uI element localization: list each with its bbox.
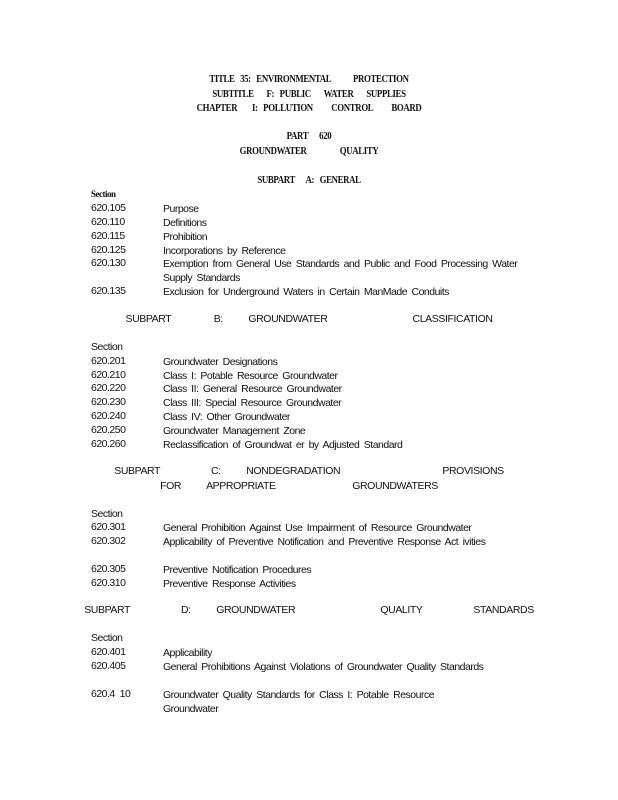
- section-number: 620.125: [91, 244, 126, 256]
- section-title: Preventive Response Activities: [163, 578, 296, 590]
- section-number: 620.301: [91, 521, 126, 533]
- section-title: General Prohibition Against Use Impairment of Resource Groundwater: [163, 522, 472, 534]
- section-number: 620.210: [91, 369, 126, 381]
- section-number: 620.401: [91, 646, 126, 658]
- section-title: Groundwater Management Zone: [163, 425, 306, 437]
- part-name-heading: GROUNDWATER QUALITY: [239, 146, 379, 157]
- section-number: 620.110: [91, 216, 125, 228]
- section-label: Section: [91, 341, 123, 353]
- subpart-c-heading-continued: FOR APPROPRIATE GROUNDWATERS: [160, 480, 438, 492]
- section-title: Prohibition: [163, 231, 208, 243]
- section-number: 620.130: [91, 257, 126, 269]
- section-title: Class III: Special Resource Groundwater: [163, 397, 342, 409]
- subpart-d-heading: SUBPART D: GROUNDWATER QUALITY STANDARDS: [84, 604, 534, 616]
- section-title: Applicability: [163, 647, 212, 659]
- section-label: Section: [91, 508, 123, 520]
- subtitle-heading: SUBTITLE F: PUBLIC WATER SUPPLIES: [212, 89, 406, 100]
- section-title: Incorporations by Reference: [163, 245, 286, 257]
- section-title: Preventive Notification Procedures: [163, 564, 312, 576]
- section-title: Exemption from General Use Standards and Public and Food Processing Water Supply Standards: [163, 258, 518, 284]
- section-title: Groundwater Designations: [163, 356, 278, 368]
- section-title: Class I: Potable Resource Groundwater: [163, 370, 338, 382]
- subpart-a-heading: SUBPART A: GENERAL: [257, 175, 361, 186]
- section-title: Reclassification of Groundwat er by Adjusted Standard: [163, 439, 403, 451]
- section-number: 620.240: [91, 410, 126, 422]
- subpart-c-heading: SUBPART C: NONDEGRADATION PROVISIONS: [114, 465, 504, 477]
- part-heading: PART 620: [286, 131, 332, 142]
- section-number: 620.105: [91, 202, 126, 214]
- section-number: 620.302: [91, 535, 126, 547]
- title-heading: TITLE 35: ENVIRONMENTAL PROTECTION: [209, 74, 409, 85]
- section-number: 620.4 10: [91, 688, 131, 700]
- section-title: Purpose: [163, 203, 199, 215]
- section-title: General Prohibitions Against Violations of Groundwater Quality Standards: [163, 661, 484, 673]
- section-title: Class II: General Resource Groundwater: [163, 383, 342, 395]
- section-label: Section: [91, 189, 116, 199]
- section-title: Groundwater Quality Standards for Class I: Potable Resource Groundwater: [163, 689, 435, 715]
- section-title: Class IV: Other Groundwater: [163, 411, 290, 423]
- section-number: 620.405: [91, 660, 126, 672]
- section-number: 620.250: [91, 424, 126, 436]
- section-title: Applicability of Preventive Notification and Preventive Response Act ivities: [163, 536, 486, 548]
- section-number: 620.220: [91, 382, 126, 394]
- section-number: 620.201: [91, 355, 126, 367]
- section-label: Section: [91, 632, 123, 644]
- section-number: 620.305: [91, 563, 126, 575]
- section-number: 620.260: [91, 438, 126, 450]
- section-number: 620.115: [91, 230, 125, 242]
- subpart-b-heading: SUBPART B: GROUNDWATER CLASSIFICATION: [125, 313, 493, 325]
- section-number: 620.230: [91, 396, 126, 408]
- section-number: 620.135: [91, 285, 126, 297]
- section-title: Definitions: [163, 217, 207, 229]
- section-title: Exclusion for Underground Waters in Certain ManMade Conduits: [163, 286, 449, 298]
- chapter-heading: CHAPTER I: POLLUTION CONTROL BOARD: [196, 103, 422, 114]
- section-number: 620.310: [91, 577, 126, 589]
